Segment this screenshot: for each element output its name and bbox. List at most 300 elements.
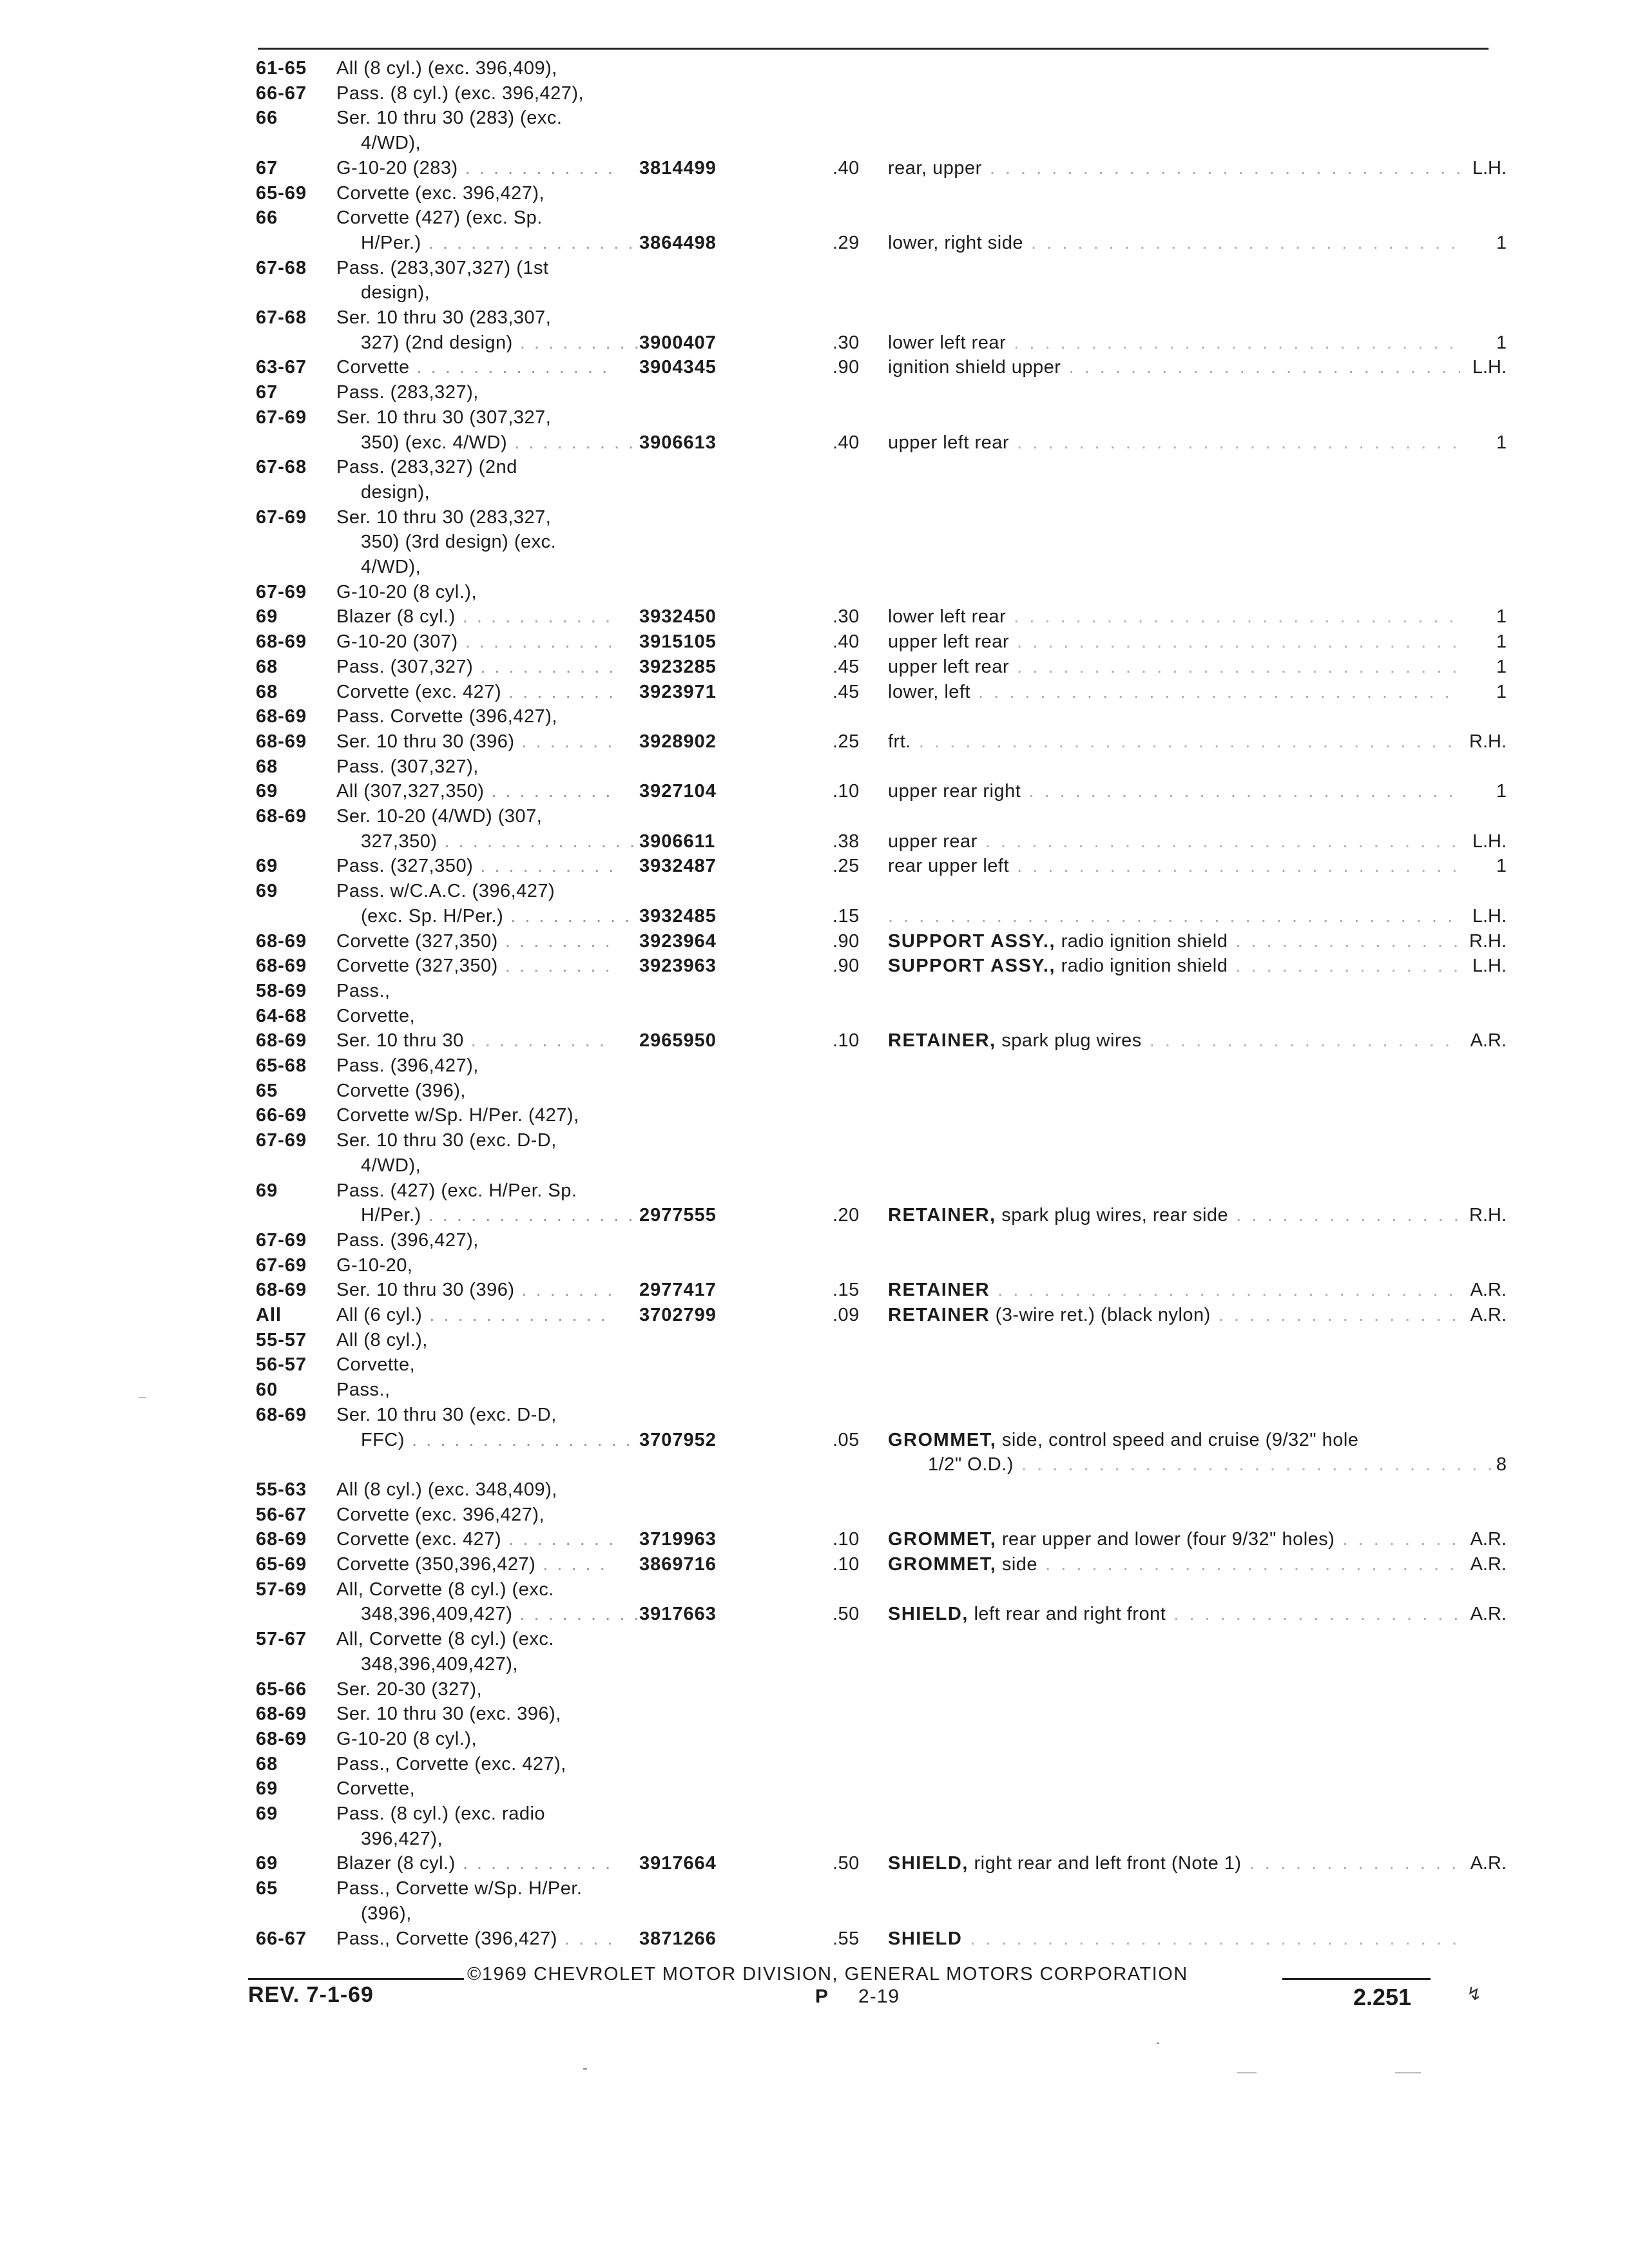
application-description: (exc. Sp. H/Per.) . . . <box>361 903 638 929</box>
list-item <box>0 1526 1629 1552</box>
model-years: 57-67 <box>256 1629 307 1650</box>
part-number: 3917664 <box>639 1853 717 1874</box>
part-price: .40 <box>833 631 860 653</box>
list-item <box>0 803 1629 829</box>
part-number: 3932487 <box>639 856 717 877</box>
quantity: A.R. <box>1470 1529 1507 1550</box>
part-number: 3904345 <box>639 357 717 378</box>
list-item <box>0 1427 1629 1453</box>
model-years: 67-69 <box>256 1229 307 1251</box>
model-years: 68-69 <box>256 1280 307 1301</box>
list-item <box>0 105 1629 131</box>
scan-speck <box>1395 2072 1421 2073</box>
part-number: 3900407 <box>639 332 717 353</box>
part-name <box>888 155 1460 181</box>
part-name-detail: rear upper and lower (four 9/32" holes) <box>996 1529 1335 1550</box>
list-item <box>0 679 1629 705</box>
part-price: .15 <box>833 905 860 927</box>
list-item <box>0 1153 1629 1178</box>
application-description: Pass. (307,327), <box>336 756 479 777</box>
application-description: Blazer (8 cyl.) . . . <box>336 1850 613 1876</box>
part-name-continued: 1/2" O.D.) . . . <box>928 1452 1500 1477</box>
part-name-bold: SHIELD <box>888 1928 963 1949</box>
model-years: 64-68 <box>256 1005 307 1026</box>
application-description: Ser. 10 thru 30 (307,327, <box>336 407 552 428</box>
part-number: 2977417 <box>639 1280 717 1301</box>
list-item <box>0 1128 1629 1153</box>
application-description: Pass. (307,327) . . . <box>336 654 613 680</box>
part-name-bold: GROMMET, <box>888 1429 997 1450</box>
part-name <box>888 679 1460 705</box>
model-years: 66 <box>256 207 278 229</box>
part-name-detail: lower, left <box>888 681 970 702</box>
part-price: .10 <box>833 781 860 802</box>
application-description: Corvette w/Sp. H/Per. (427), <box>336 1105 579 1126</box>
part-price: .90 <box>833 930 860 952</box>
part-price: .40 <box>833 157 860 178</box>
list-item <box>0 554 1629 580</box>
list-item <box>0 853 1629 879</box>
application-description: 396,427), <box>361 1828 443 1849</box>
part-name-detail: left rear and right front <box>968 1604 1166 1625</box>
list-item <box>0 1626 1629 1652</box>
application-description: All, Corvette (8 cyl.) (exc. <box>336 1629 554 1650</box>
application-description: All, Corvette (8 cyl.) (exc. <box>336 1579 554 1600</box>
part-number: 3702799 <box>639 1305 717 1325</box>
list-item <box>0 430 1629 456</box>
list-item <box>0 1801 1629 1827</box>
part-name <box>888 330 1460 356</box>
model-years: 69 <box>256 1853 278 1874</box>
application-description: Corvette (exc. 396,427), <box>336 182 545 204</box>
application-description: FFC) . . . <box>361 1427 638 1453</box>
model-years: 67-69 <box>256 506 307 528</box>
list-item <box>0 1253 1629 1278</box>
model-years: 68-69 <box>256 806 307 827</box>
part-name-bold: GROMMET, <box>888 1554 997 1575</box>
application-description: Ser. 10 thru 30 (exc. D-D, <box>336 1404 557 1425</box>
model-years: 68-69 <box>256 1404 307 1425</box>
application-description: G-10-20, <box>336 1254 413 1276</box>
part-price: .25 <box>833 856 860 877</box>
model-years: 63-67 <box>256 357 307 378</box>
part-number: 3906613 <box>639 432 717 453</box>
application-description: Corvette, <box>336 1778 416 1800</box>
model-years: 69 <box>256 1803 278 1824</box>
part-name-detail: upper rear right <box>888 781 1021 802</box>
model-years: 65 <box>256 1878 278 1899</box>
part-name <box>888 1926 1460 1952</box>
list-item <box>0 529 1629 555</box>
model-years: 55-63 <box>256 1479 307 1500</box>
quantity: A.R. <box>1470 1853 1507 1874</box>
model-years: 66-67 <box>256 1928 307 1949</box>
list-item <box>0 1302 1629 1328</box>
top-rule <box>258 48 1489 50</box>
part-name <box>888 928 1460 954</box>
application-description: Corvette, <box>336 1005 416 1026</box>
quantity: L.H. <box>1472 357 1507 378</box>
list-item <box>0 903 1629 929</box>
application-description: Pass., Corvette (396,427) . . . <box>336 1926 613 1952</box>
part-number: 3915105 <box>639 631 717 653</box>
part-name-bold: SUPPORT ASSY., <box>888 956 1056 977</box>
list-item <box>0 1901 1629 1927</box>
quantity: L.H. <box>1472 831 1507 852</box>
part-price: .20 <box>833 1205 860 1226</box>
application-description: Pass. (8 cyl.) (exc. 396,427), <box>336 82 584 104</box>
quantity: R.H. <box>1469 930 1507 952</box>
model-years: 68 <box>256 681 278 702</box>
model-years: 67-69 <box>256 407 307 428</box>
list-item <box>0 778 1629 804</box>
part-name-detail: rear, upper <box>888 157 982 178</box>
list-item <box>0 180 1629 206</box>
list-item <box>0 155 1629 181</box>
list-item <box>0 1003 1629 1029</box>
application-description: Corvette (327,350) . . . <box>336 928 613 954</box>
list-item <box>0 754 1629 780</box>
copyright-notice: ©1969 CHEVROLET MOTOR DIVISION, GENERAL MOTORS CORPORATION <box>467 1964 1188 1984</box>
model-years: 55-57 <box>256 1329 307 1350</box>
part-name <box>888 1552 1460 1577</box>
scan-speck <box>1157 2042 1159 2044</box>
application-description: Pass. (283,327), <box>336 382 479 403</box>
list-item <box>0 1850 1629 1876</box>
part-number: 3719963 <box>639 1529 717 1550</box>
part-price: .10 <box>833 1529 860 1550</box>
footer-rule-left <box>248 1978 464 1980</box>
application-description: Corvette (exc. 427) . . . <box>336 679 613 705</box>
part-price: .40 <box>833 432 860 453</box>
model-years: 69 <box>256 781 278 802</box>
quantity: 1 <box>1496 856 1507 877</box>
model-years: 67-68 <box>256 307 307 328</box>
model-years: 68-69 <box>256 956 307 977</box>
list-item <box>0 1402 1629 1428</box>
list-item <box>0 280 1629 305</box>
part-name <box>888 953 1460 979</box>
list-item <box>0 1876 1629 1901</box>
list-item <box>0 928 1629 954</box>
revision-date: REV. 7-1-69 <box>248 1983 374 2007</box>
list-item <box>0 604 1629 629</box>
model-years: 67 <box>256 157 278 178</box>
model-years: 56-67 <box>256 1504 307 1525</box>
list-item <box>0 505 1629 530</box>
part-name <box>888 829 1460 854</box>
application-description: 4/WD), <box>361 1155 421 1176</box>
application-description: Ser. 10 thru 30 (396) . . . <box>336 729 613 754</box>
part-name-bold: GROMMET, <box>888 1529 997 1550</box>
list-item <box>0 1452 1629 1477</box>
part-number: 3923964 <box>639 930 717 952</box>
application-description: G-10-20 (307) . . . <box>336 629 613 655</box>
quantity: L.H. <box>1472 905 1507 927</box>
list-item <box>0 1926 1629 1952</box>
part-number: 3864498 <box>639 232 717 253</box>
list-item <box>0 1826 1629 1852</box>
part-name-detail: radio ignition shield <box>1055 956 1228 977</box>
application-description: Corvette (427) (exc. Sp. <box>336 207 543 229</box>
model-years: 68 <box>256 756 278 777</box>
list-item <box>0 1726 1629 1752</box>
list-item <box>0 55 1629 81</box>
list-item <box>0 1677 1629 1702</box>
application-description: Pass. (283,307,327) (1st <box>336 257 549 278</box>
list-item <box>0 579 1629 605</box>
part-number: 3928902 <box>639 731 717 752</box>
list-item <box>0 829 1629 854</box>
model-years: 65-69 <box>256 1554 307 1575</box>
application-description: Pass., <box>336 1379 390 1401</box>
part-name <box>888 853 1460 879</box>
list-item <box>0 1178 1629 1204</box>
part-price: .10 <box>833 1030 860 1052</box>
part-name-detail: side, control speed and cruise (9/32" hole <box>996 1429 1359 1450</box>
list-item <box>0 1552 1629 1577</box>
application-description: Corvette (exc. 396,427), <box>336 1504 545 1525</box>
part-price: .30 <box>833 606 860 628</box>
part-name-detail: lower, right side <box>888 232 1023 253</box>
application-description: Ser. 10 thru 30 (283,327, <box>336 506 552 528</box>
part-name <box>888 604 1460 629</box>
list-item <box>0 1776 1629 1802</box>
application-description: 348,396,409,427) . . . <box>361 1601 638 1627</box>
list-item <box>0 1577 1629 1602</box>
application-description: Pass. (396,427), <box>336 1055 479 1076</box>
page-number-value: 2-19 <box>858 1986 900 2007</box>
list-item <box>0 1327 1629 1353</box>
part-price: .50 <box>833 1604 860 1625</box>
application-description: (396), <box>361 1903 412 1924</box>
application-description: Ser. 10 thru 30 (283,307, <box>336 307 552 328</box>
model-years: All <box>256 1305 282 1325</box>
part-name <box>888 629 1460 655</box>
list-item <box>0 1078 1629 1104</box>
application-description: All (8 cyl.) (exc. 348,409), <box>336 1479 557 1500</box>
part-number: 3906611 <box>639 831 716 852</box>
part-name <box>888 1028 1460 1053</box>
model-years: 67-69 <box>256 581 307 602</box>
model-years: 65-68 <box>256 1055 307 1076</box>
application-description: 4/WD), <box>361 133 421 154</box>
application-description: All (6 cyl.) . . . <box>336 1302 613 1328</box>
application-description: G-10-20 (8 cyl.), <box>336 1728 477 1749</box>
part-name <box>888 230 1460 256</box>
list-item <box>0 1352 1629 1378</box>
application-description: design), <box>361 282 430 303</box>
part-name-detail: upper left rear <box>888 432 1010 453</box>
part-price: .90 <box>833 956 860 977</box>
list-item <box>0 1601 1629 1627</box>
application-description: Ser. 10-20 (4/WD) (307, <box>336 806 543 827</box>
quantity: L.H. <box>1472 157 1507 178</box>
application-description: Pass., Corvette (exc. 427), <box>336 1753 566 1774</box>
application-description: Corvette, <box>336 1354 416 1376</box>
part-price: .15 <box>833 1280 860 1301</box>
model-years: 69 <box>256 606 278 628</box>
part-name-detail: (3-wire ret.) (black nylon) <box>990 1305 1211 1325</box>
footer-rule-right <box>1282 1978 1431 1980</box>
model-years: 67 <box>256 382 278 403</box>
part-name <box>888 1850 1460 1876</box>
application-description: Pass. Corvette (396,427), <box>336 706 557 727</box>
application-description: 348,396,409,427), <box>361 1653 518 1675</box>
list-item <box>0 1277 1629 1303</box>
application-description: Corvette (327,350) . . . <box>336 953 613 979</box>
application-description: Ser. 10 thru 30 (396) . . . <box>336 1277 613 1303</box>
part-number: 3923963 <box>639 956 717 977</box>
part-price: .90 <box>833 357 860 378</box>
list-item <box>0 1651 1629 1677</box>
part-price: .25 <box>833 731 860 752</box>
page-prefix: P <box>815 1986 829 2007</box>
part-price: .38 <box>833 831 860 852</box>
application-description: G-10-20 (283) . . . <box>336 155 613 181</box>
list-item <box>0 1701 1629 1727</box>
scan-speck <box>1237 2072 1257 2073</box>
application-description: All (8 cyl.) (exc. 396,409), <box>336 58 557 79</box>
part-name-bold: SUPPORT ASSY., <box>888 930 1056 952</box>
model-years: 65-69 <box>256 182 307 204</box>
part-name <box>888 1526 1460 1552</box>
model-years: 57-69 <box>256 1579 307 1600</box>
part-number: 2977555 <box>639 1205 717 1226</box>
application-description: design), <box>361 481 430 503</box>
part-price: .05 <box>833 1429 860 1450</box>
list-item <box>0 330 1629 356</box>
model-years: 65-66 <box>256 1678 307 1700</box>
quantity: 1 <box>1496 606 1507 628</box>
part-price: .45 <box>833 681 860 702</box>
application-description: Corvette . . . <box>336 354 613 380</box>
model-years: 66 <box>256 108 278 129</box>
part-name-bold: SHIELD, <box>888 1853 969 1874</box>
application-description: Pass. (283,327) (2nd <box>336 457 517 478</box>
model-years: 66-67 <box>256 82 307 104</box>
part-price: .50 <box>833 1853 860 1874</box>
application-description: Ser. 10 thru 30 (exc. D-D, <box>336 1130 557 1151</box>
model-years: 67-68 <box>256 257 307 278</box>
list-item <box>0 305 1629 331</box>
model-years: 68-69 <box>256 1704 307 1725</box>
application-description: Pass. (327,350) . . . <box>336 853 613 879</box>
part-name <box>888 903 1460 929</box>
part-name-detail: ignition shield upper <box>888 357 1061 378</box>
quantity: A.R. <box>1470 1604 1507 1625</box>
model-years: 69 <box>256 1778 278 1800</box>
quantity: 1 <box>1496 781 1507 802</box>
quantity: A.R. <box>1470 1030 1507 1052</box>
part-number: 3869716 <box>639 1554 717 1575</box>
quantity: L.H. <box>1472 956 1507 977</box>
list-item <box>0 1502 1629 1528</box>
list-item <box>0 729 1629 754</box>
quantity: 1 <box>1496 681 1507 702</box>
list-item <box>0 1202 1629 1228</box>
quantity: 1 <box>1496 432 1507 453</box>
application-description: Pass. w/C.A.C. (396,427) <box>336 881 555 902</box>
quantity: R.H. <box>1469 1205 1507 1226</box>
application-description: All (8 cyl.), <box>336 1329 428 1350</box>
part-number: 3923971 <box>639 681 717 702</box>
application-description: G-10-20 (8 cyl.), <box>336 581 477 602</box>
margin-mark: ↯ <box>1467 1984 1482 2004</box>
part-number: 3932485 <box>639 905 717 927</box>
application-description: Ser. 10 thru 30 . . . <box>336 1028 613 1053</box>
application-description: Ser. 20-30 (327), <box>336 1678 483 1700</box>
list-item <box>0 205 1629 231</box>
model-years: 60 <box>256 1379 278 1401</box>
quantity: 1 <box>1496 631 1507 653</box>
list-item <box>0 1053 1629 1079</box>
part-name-detail: side <box>996 1554 1038 1575</box>
part-name-detail: upper rear <box>888 831 978 852</box>
list-item <box>0 878 1629 904</box>
list-item <box>0 953 1629 979</box>
list-item <box>0 479 1629 505</box>
model-years: 68-69 <box>256 1728 307 1749</box>
part-price: .09 <box>833 1305 860 1325</box>
part-name <box>888 729 1460 754</box>
model-years: 68 <box>256 656 278 677</box>
part-name-detail: lower left rear <box>888 332 1007 353</box>
quantity: R.H. <box>1469 731 1507 752</box>
application-description: 350) (exc. 4/WD) . . . <box>361 430 638 456</box>
list-item <box>0 1028 1629 1053</box>
list-item <box>0 81 1629 106</box>
part-name <box>888 778 1460 804</box>
model-years: 68-69 <box>256 731 307 752</box>
quantity: 1 <box>1496 332 1507 353</box>
model-years: 61-65 <box>256 58 307 79</box>
model-years: 67-69 <box>256 1254 307 1276</box>
list-item <box>0 1102 1629 1128</box>
list-item <box>0 380 1629 405</box>
model-years: 66-69 <box>256 1105 307 1126</box>
application-description: 327,350) . . . <box>361 829 638 854</box>
model-years: 68-69 <box>256 706 307 727</box>
model-years: 67-69 <box>256 1130 307 1151</box>
part-number: 3927104 <box>639 781 717 802</box>
part-name <box>888 1427 1460 1453</box>
list-item <box>0 230 1629 256</box>
model-years: 68 <box>256 1753 278 1774</box>
application-description: H/Per.) . . . <box>361 230 638 256</box>
application-description: Ser. 10 thru 30 (exc. 396), <box>336 1704 561 1725</box>
model-years: 69 <box>256 1180 278 1201</box>
quantity: 1 <box>1496 232 1507 253</box>
quantity: A.R. <box>1470 1305 1507 1325</box>
list-item <box>0 255 1629 281</box>
list-item <box>0 130 1629 156</box>
application-description: H/Per.) . . . <box>361 1202 638 1228</box>
quantity: 1 <box>1496 656 1507 677</box>
part-number: 3814499 <box>639 157 717 178</box>
list-item <box>0 654 1629 680</box>
part-name-detail: upper left rear <box>888 656 1010 677</box>
application-description: Corvette (396), <box>336 1080 466 1101</box>
page-number <box>815 1986 900 2008</box>
part-name <box>888 1601 1460 1627</box>
model-years: 68-69 <box>256 631 307 653</box>
part-name <box>888 654 1460 680</box>
part-name-detail: spark plug wires <box>996 1030 1142 1052</box>
part-name <box>888 1302 1460 1328</box>
section-number: 2.251 <box>1353 1984 1412 2010</box>
application-description: Pass. (427) (exc. H/Per. Sp. <box>336 1180 577 1201</box>
